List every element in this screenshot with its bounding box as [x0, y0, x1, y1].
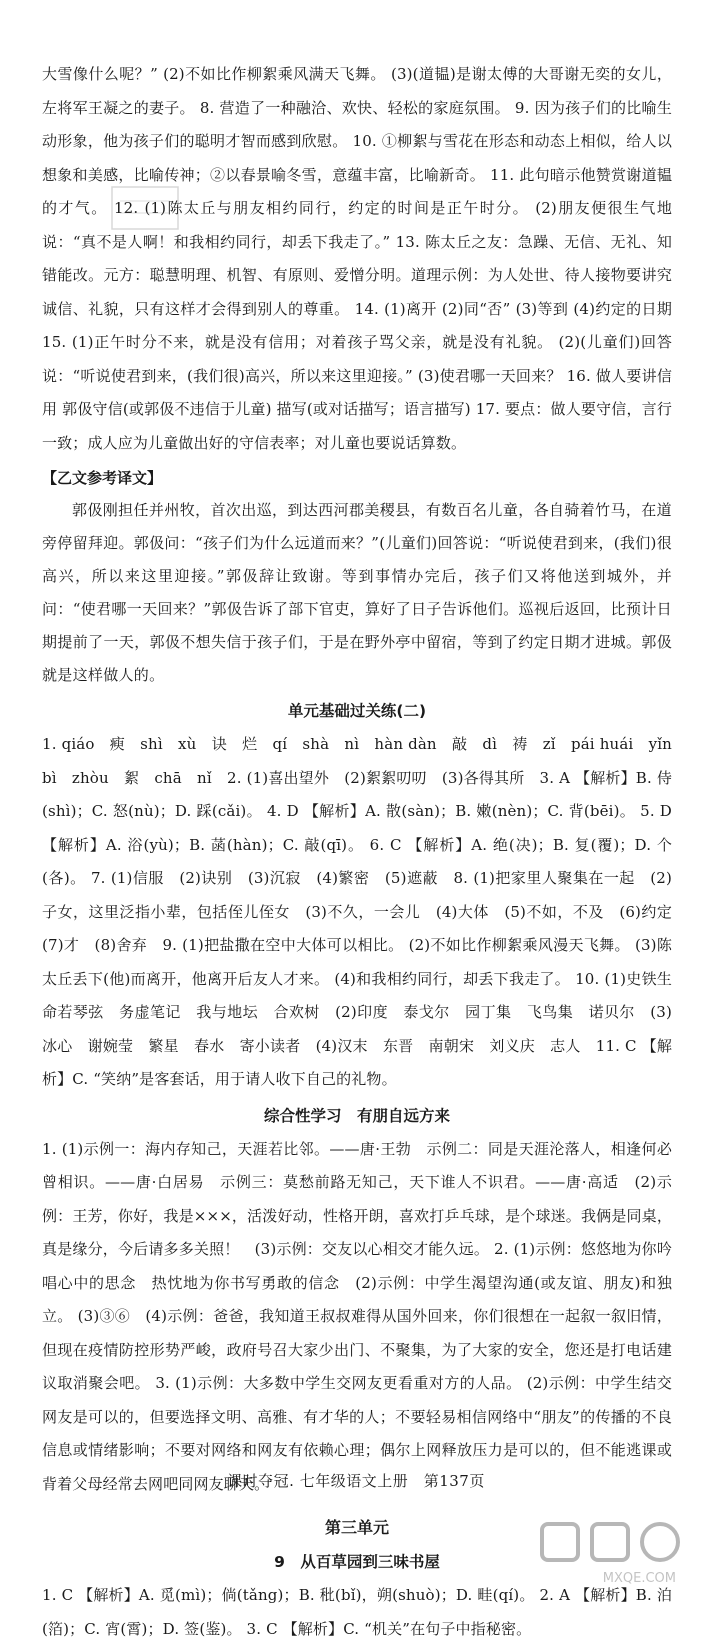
page-footer: 课时夺冠. 七年级语文上册 第137页 — [227, 1472, 485, 1490]
lesson9-answers: 1. C 【解析】A. 觅(mì)；倘(tǎng)；B. 秕(bǐ)，朔(shuò)；D. 畦(qí)。 2. A 【解析】B. 泊(箔)；C. 宵(霄)；D. 签(鉴)。 3. C 【解析】C. “机关”在句子中指秘密。 — [42, 1586, 672, 1638]
watermark-shape-icon — [536, 1518, 686, 1566]
answer-paragraph-unit2-reading: 大雪像什么呢？” (2)不如比作柳絮乘风满天飞舞。 (3)(道韫)是谢太傅的大哥谢无奕的女儿，左将军王凝之的妻子。 8. 营造了一种融洽、欢快、轻松的家庭氛围。 9. 因为孩子们的比喻生动形象，他为孩子们的聪明才智而感到欣慰。 10. ①柳絮与雪花在形态和动态上相似，给人以想象和美感，比喻传神；②以春景喻冬雪，意蕴丰富，比喻新奇。 11. 此句暗示他赞赏谢道韫的才气。 12. (1)陈太丘与朋友相约同行，约定的时间是正午时分。 (2)朋友便很生气地说：“真不是人啊！和我相约同行，却丢下我走了。” 13. 陈太丘之友：急躁、无信、无礼、知错能改。元方：聪慧明理、机智、有原则、爱憎分明。道理示例：为人处世、待人接物要讲究诚信、礼貌，只有这样才会得到别人的尊重。 14. (1)离开 (2)同“否” (3)等到 (4)约定的日期 15. (1)正午时分不来，就是没有信用；对着孩子骂父亲，就是没有礼貌。 (2)(儿童们)回答说：“听说使君到来，(我们很)高兴，所以来这里迎接。” (3)使君哪一天回来？ 16. 做人要讲信用 郭伋守信(或郭伋不违信于儿童) 描写(或对话描写；语言描写) 17. 要点：做人要守信，言行一致；成人应为儿童做出好的守信表率；对儿童也要说话算数。 — [42, 65, 672, 452]
unit-review-answers: 1. qiáo 瘐 shì xù 诀 烂 qí shà nì hàn dàn 敲 dì 祷 zǐ pái huái yǐn bì zhòu 絮 chā nǐ 2. (1)喜出望外 (2)絮絮叨叨 (3)各得其所 3. A 【解析】B. 侍(shì)；C. 怒(nù)；D. 踩(cǎi)。 4. D 【解析】A. 散(sàn)；B. 嫩(nèn)；C. 背(bēi)。 5. D 【解析】A. 浴(yù)；B. 菡(hàn)；C. 敲(qī)。 6. C 【解析】A. 绝(决)；B. 复(覆)；D. 个(各)。 7. (1)信服 (2)诀别 (3)沉寂 (4)繁密 (5)遮蔽 8. (1)把家里人聚集在一起 (2)子女，这里泛指小辈，包括侄儿侄女 (3)不久，一会儿 (4)大体 (5)不如，不及 (6)约定 (7)才 (8)舍弃 9. (1)把盐撒在空中大体可以相比。 (2)不如比作柳絮乘风漫天飞舞。 (3)陈太丘丢下(他)而离开，他离开后友人才来。 (4)和我相约同行，却丢下我走了。 10. (1)史铁生 命若琴弦 务虚笔记 我与地坛 合欢树 (2)印度 泰戈尔 园丁集 飞鸟集 诺贝尔 (3)冰心 谢婉莹 繁星 春水 寄小读者 (4)汉末 东晋 南朝宋 刘义庆 志人 11. C 【解析】C. “笑纳”是客套话，用于请人收下自己的礼物。 — [42, 735, 688, 1088]
unit-review-heading: 单元基础过关练(二) — [287, 702, 427, 720]
comprehensive-study-answers: 1. (1)示例一：海内存知己，天涯若比邻。——唐·王勃 示例二：同是天涯沦落人，相逢何必曾相识。——唐·白居易 示例三：莫愁前路无知己，天下谁人不识君。——唐·高适 (2)示例：王芳，你好，我是×××，活泼好动，性格开朗，喜欢打乒乓球，是个球迷。我俩是同桌，真是缘分，今后请多多关照！ (3)示例：交友以心相交才能久远。 2. (1)示例：悠悠地为你吟唱心中的思念 热忱地为你书写勇敢的信念 (2)示例：中学生渴望沟通(或友谊、朋友)和独立。 (3)③⑥ (4)示例：爸爸，我知道王叔叔难得从国外回来，你们很想在一起叙一叙旧情，但现在疫情防控形势严峻，政府号召大家少出门、不聚集，为了大家的安全，您还是打电话建议取消聚会吧。 3. (1)示例：大多数中学生交网友更看重对方的人品。 (2)示例：中学生结交网友是可以的，但要选择文明、高雅、有才华的人；不要轻易相信网络中“朋友”的传播的不良信息或情绪影响；不要对网络和网友有依赖心理；偶尔上网释放压力是可以的，但不能逃课或背着父母经常去网吧同网友聊天。 — [42, 1139, 672, 1493]
site-watermark-logo — [536, 1518, 686, 1588]
yi-translation-text: 郭伋刚担任并州牧，首次出巡，到达西河郡美稷县，有数百名儿童，各自骑着竹马，在道旁停留拜迎。郭伋问：“孩子们为什么远道而来？”(儿童们)回答说：“听说使君到来，(我们)很高兴，所以来这里迎接。”郭伋辞让致谢。等到事情办完后，孩子们又将他送到城外，并问：“使君哪一天回来？”郭伋告诉了部下官吏，算好了日子告诉他们。巡视后返回，比预计日期提前了一天，郭伋不想失信于孩子们，于是在野外亭中留宿，等到了约定日期才进城。郭伋就是这样做人的。 — [42, 501, 672, 684]
comprehensive-study-heading: 综合性学习 有朋自远方来 — [263, 1106, 450, 1125]
faint-stamp-mark — [110, 185, 180, 231]
lesson9-title: 9 从百草园到三味书屋 — [274, 1553, 440, 1571]
yi-translation-tag: 【乙文参考译文】 — [42, 469, 163, 487]
watermark-text: MXQE.COM — [602, 1571, 676, 1586]
answer-page — [42, 58, 688, 1646]
unit3-title: 第三单元 — [324, 1518, 389, 1537]
